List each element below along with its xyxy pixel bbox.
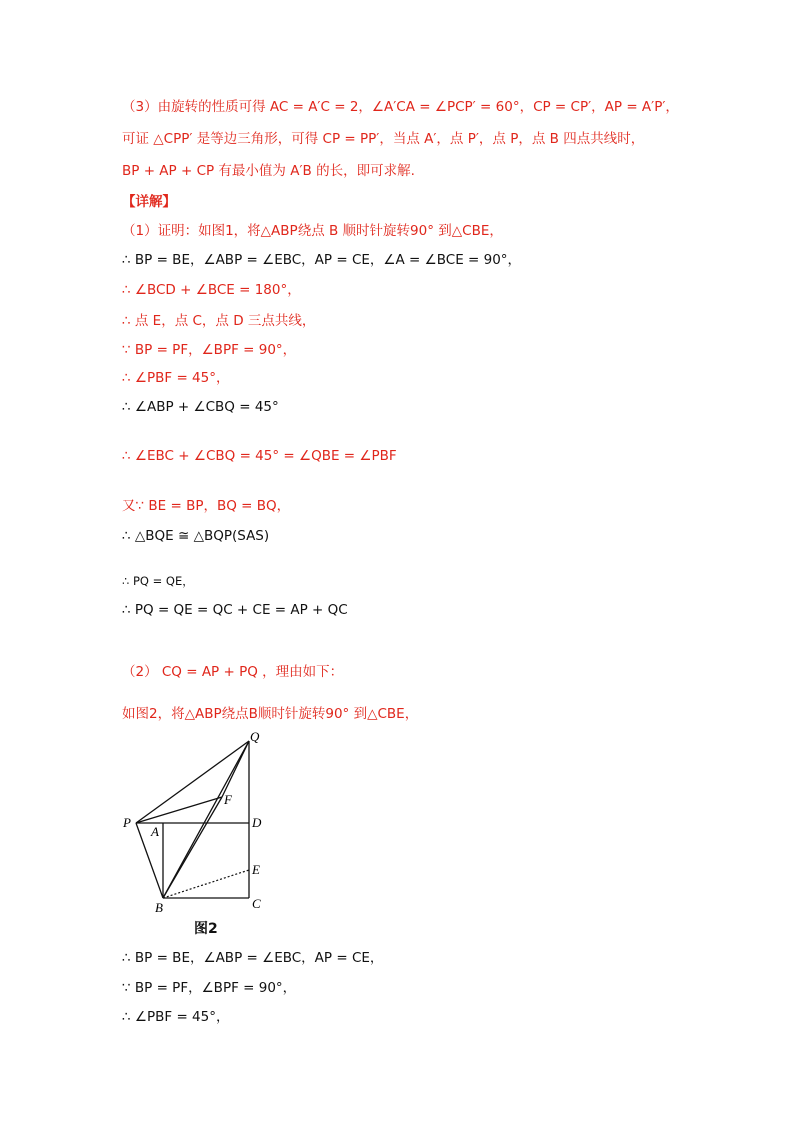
label-F: F [224, 792, 232, 807]
part1-line-0: （1）证明：如图1，将△ABP绕点 B 顺时针旋转90° 到△CBE， [122, 223, 503, 239]
part1-line-7: ∴ ∠EBC + ∠CBQ = 45° = ∠QBE = ∠PBF [122, 448, 397, 464]
part1-line-1: ∴ BP = BE，∠ABP = ∠EBC，AP = CE，∠A = ∠BCE = 90°， [122, 252, 522, 268]
part2-line-0: ∴ BP = BE，∠ABP = ∠EBC，AP = CE， [122, 950, 384, 966]
part1-line-4: ∵ BP = PF，∠BPF = 90°， [122, 342, 297, 358]
analysis-3-line-1: （3）由旋转的性质可得 AC = A′C = 2，∠A′CA = ∠PCP′ = 60°，CP = CP′，AP = A′P′， [122, 99, 679, 115]
part1-line-3: ∴ 点 E，点 C，点 D 三点共线， [122, 313, 316, 329]
part2-line-1: ∵ BP = PF，∠BPF = 90°， [122, 980, 297, 996]
part1-line-11: ∴ PQ = QE = QC + CE = AP + QC [122, 602, 348, 618]
label-B: B [155, 900, 163, 915]
part2-figure-line: 如图2，将△ABP绕点B顺时针旋转90° 到△CBE， [122, 706, 419, 722]
analysis-3-line-3: BP + AP + CP 有最小值为 A′B 的长，即可求解. [122, 163, 415, 179]
analysis-3-line-2: 可证 △CPP′ 是等边三角形，可得 CP = PP′，当点 A′，点 P′，点 P，点 B 四点共线时， [122, 131, 645, 147]
part1-line-5: ∴ ∠PBF = 45°， [122, 370, 230, 386]
part1-line-10: ∴ PQ = QE， [122, 574, 194, 588]
label-P: P [123, 815, 131, 830]
detail-heading: 【详解】 [122, 194, 176, 210]
part1-line-9: ∴ △BQE ≅ △BQP(SAS) [122, 528, 270, 544]
part2-intro: （2） CQ = AP + PQ ，理由如下： [122, 664, 344, 680]
label-Q: Q [250, 729, 260, 744]
label-D: D [252, 815, 262, 830]
geometry-figure [118, 728, 278, 918]
part1-line-2: ∴ ∠BCD + ∠BCE = 180°， [122, 282, 301, 298]
part2-line-2: ∴ ∠PBF = 45°， [122, 1009, 230, 1025]
part1-line-6: ∴ ∠ABP + ∠CBQ = 45° [122, 399, 279, 415]
label-C: C [252, 896, 261, 911]
label-A: A [151, 824, 159, 839]
figure-caption: 图2 [194, 921, 218, 937]
label-E: E [252, 862, 260, 877]
part1-line-8: 又∵ BE = BP，BQ = BQ， [122, 498, 291, 514]
